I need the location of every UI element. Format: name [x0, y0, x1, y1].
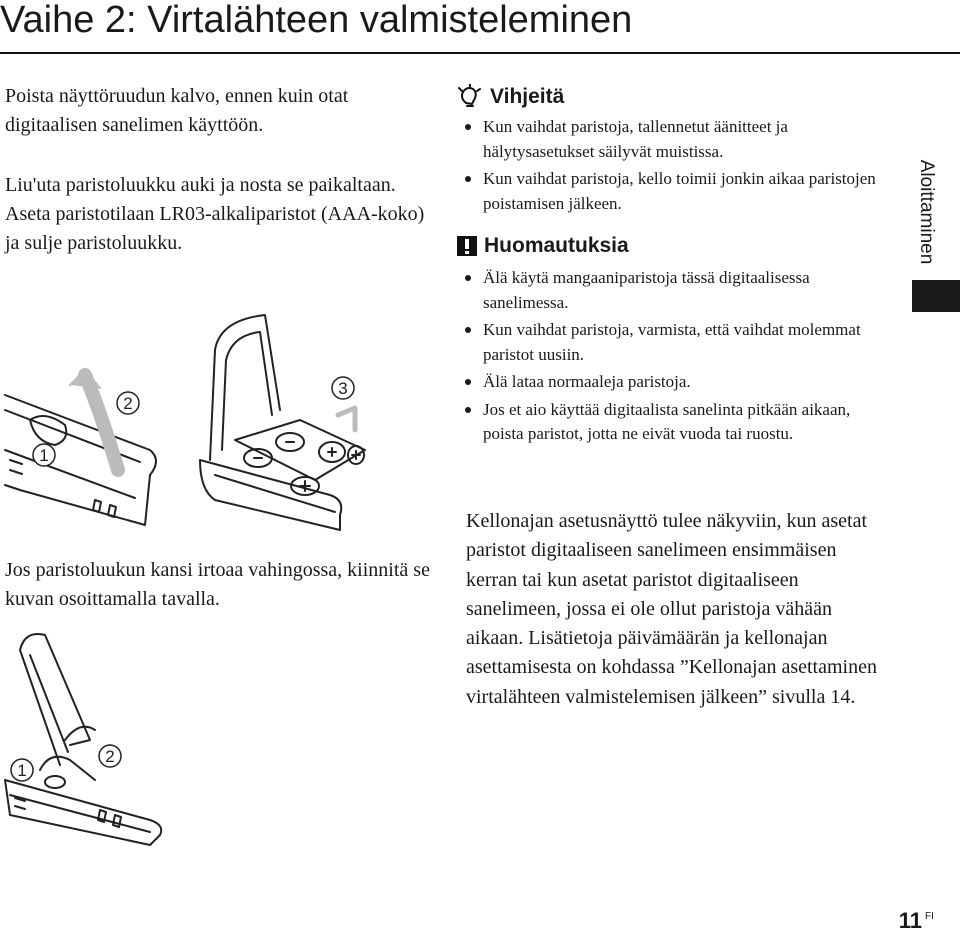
tips-heading: [456, 84, 564, 110]
warning-icon: [456, 235, 478, 257]
notes-heading-text: Huomautuksia: [484, 234, 629, 257]
clock-setting-paragraph: Kellonajan asetusnäyttö tulee näkyviin, kun asetat paristot digitaaliseen sanelimeen ensimmäisen kerran tai kun asetat paristot digitaaliseen sanelimeen, jossa ei ole ollut paristoja vähään aikaan. Lisätietoja päivämäärän ja kellonajan asettamisesta on kohdassa ”Kellonajan asettaminen virtalähteen valmistelemisen jälkeen” sivulla 14.: [466, 510, 877, 708]
side-section-label: Aloittaminen: [916, 159, 937, 265]
fig2-step-2-label: 2: [105, 747, 115, 766]
list-item: Kun vaihdat paristoja, varmista, että vaihdat molemmat paristot uusiin.: [463, 318, 893, 367]
side-section-tab: [908, 150, 944, 275]
notes-heading: [456, 234, 629, 258]
fig1-step-1-label: 1: [39, 446, 49, 465]
page-number: 11: [898, 908, 922, 933]
list-item: Kun vaihdat paristoja, kello toimii jonkin aikaa paristojen poistamisen jälkeen.: [463, 167, 893, 216]
list-item: Älä käytä mangaaniparistoja tässä digitaalisessa sanelimessa.: [463, 266, 893, 315]
page-title: Vaihe 2: Virtalähteen valmisteleminen: [0, 0, 633, 41]
tips-list: [463, 115, 893, 219]
notes-list: [463, 266, 893, 450]
battery-instructions-paragraph: Liu'uta paristoluukku auki ja nosta se paikaltaan. Aseta paristotilaan LR03-alkaliparistot (AAA-koko) ja sulje paristoluukku.: [5, 174, 425, 254]
fig2-step-1-label: 1: [17, 761, 27, 780]
list-item: Älä lataa normaaleja paristoja.: [463, 370, 893, 395]
battery-insertion-illustration: [0, 300, 450, 535]
list-item: Kun vaihdat paristoja, tallennetut äänitteet ja hälytysasetukset säilyvät muistissa.: [463, 115, 893, 164]
fig1-step-3-label: 3: [338, 379, 348, 398]
title-rule: [0, 52, 960, 54]
list-item: Jos et aio käyttää digitaalista sanelinta pitkään aikaan, poista paristot, jotta ne eivät vuoda tai ruostu.: [463, 398, 893, 447]
lid-detached-paragraph: Jos paristoluukun kansi irtoaa vahingossa, kiinnitä se kuvan osoittamalla tavalla.: [5, 559, 430, 610]
fig1-step-2-label: 2: [123, 394, 133, 413]
page-language-suffix: FI: [925, 911, 934, 922]
tips-heading-text: Vihjeitä: [490, 85, 565, 108]
side-section-marker: [912, 280, 960, 312]
lid-reattach-illustration: [0, 620, 190, 850]
lightbulb-icon: [456, 84, 484, 110]
intro-paragraph: Poista näyttöruudun kalvo, ennen kuin otat digitaalisen sanelimen käyttöön.: [5, 85, 349, 136]
